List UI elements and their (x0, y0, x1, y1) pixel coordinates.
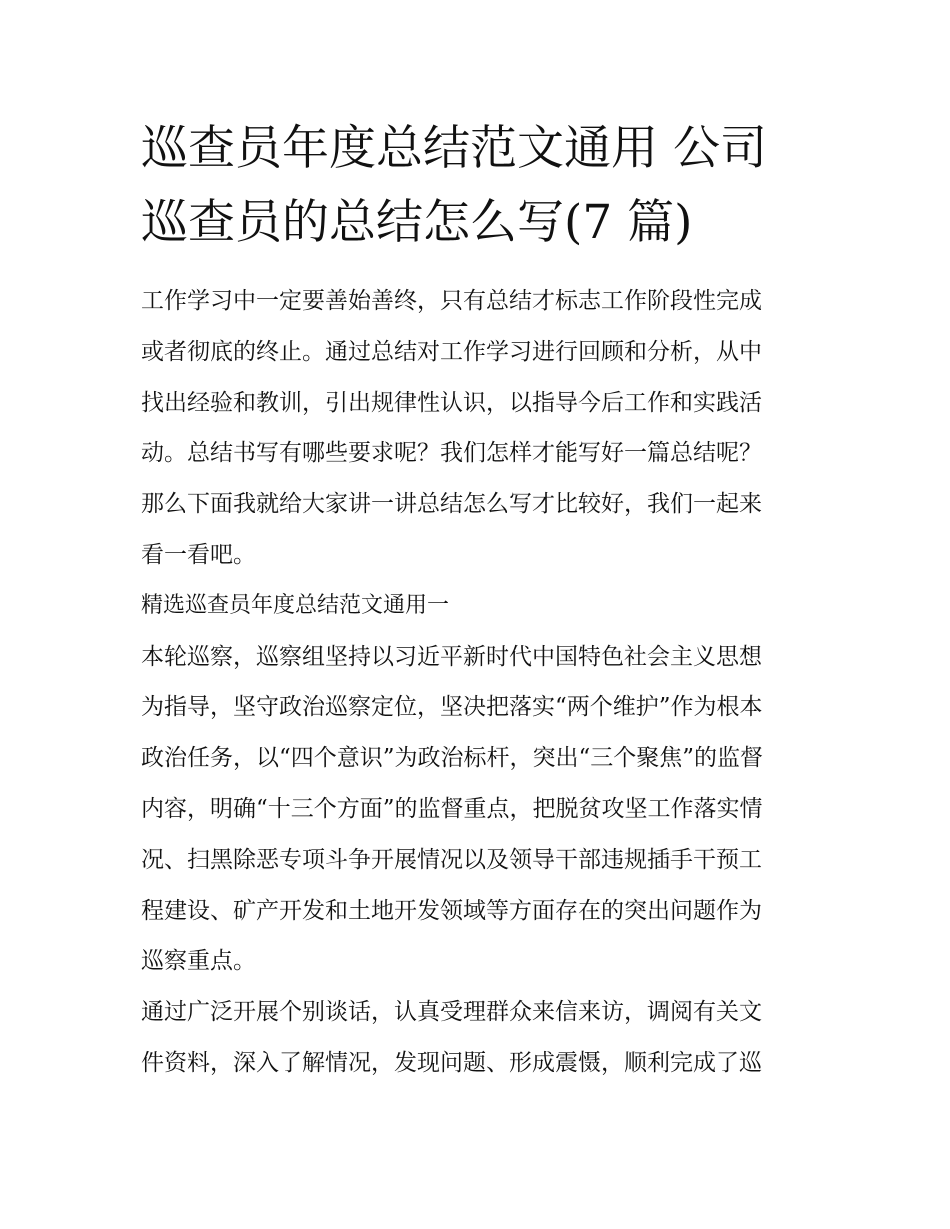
text-line: 工作学习中一定要善始善终，只有总结才标志工作阶段性完成 (141, 288, 762, 314)
text-line: 内容，明确“十三个方面”的监督重点，把脱贫攻坚工作落实情 (141, 795, 763, 822)
text-line: 那么下面我就给大家讲一讲总结怎么写才比较好，我们一起来 (141, 491, 762, 518)
text-line: 况、扫黑除恶专项斗争开展情况以及领导干部违规插手干预工 (141, 846, 762, 873)
text-line: 政治任务，以“四个意识”为政治标杆，突出“三个聚焦”的监督 (141, 745, 764, 772)
section-heading (141, 581, 813, 632)
text-line: 找出经验和教训，引出规律性认识，以指导今后工作和实践活 (141, 389, 762, 416)
title-line: 巡查员的总结怎么写(7 篇) (141, 195, 693, 250)
text-line: 程建设、矿产开发和土地开发领域等方面存在的突出问题作为 (141, 897, 762, 924)
text-line: 本轮巡察，巡察组坚持以习近平新时代中国特色社会主义思想 (141, 643, 762, 670)
text-line: 件资料，深入了解情况，发现问题、形成震慑，顺利完成了巡 (141, 1049, 762, 1076)
text-line: 看一看吧。 (141, 541, 256, 568)
body-paragraph-2 (141, 987, 813, 1089)
text-line: 巡察重点。 (141, 948, 256, 975)
text-line: 为指导，坚守政治巡察定位，坚决把落实“两个维护”作为根本 (141, 694, 763, 721)
text-line: 或者彻底的终止。通过总结对工作学习进行回顾和分析，从中 (141, 338, 762, 365)
document-page (141, 112, 813, 1089)
text-line: 动。总结书写有哪些要求呢？我们怎样才能写好一篇总结呢？ (141, 440, 762, 467)
text-line: 通过广泛开展个别谈话，认真受理群众来信来访，调阅有关文 (141, 999, 762, 1026)
document-title (141, 112, 813, 260)
section-heading-text: 精选巡查员年度总结范文通用一 (141, 592, 450, 618)
intro-paragraph (141, 276, 813, 581)
body-paragraph-1 (141, 632, 813, 988)
title-line: 巡查员年度总结范文通用 公司 (141, 121, 767, 176)
